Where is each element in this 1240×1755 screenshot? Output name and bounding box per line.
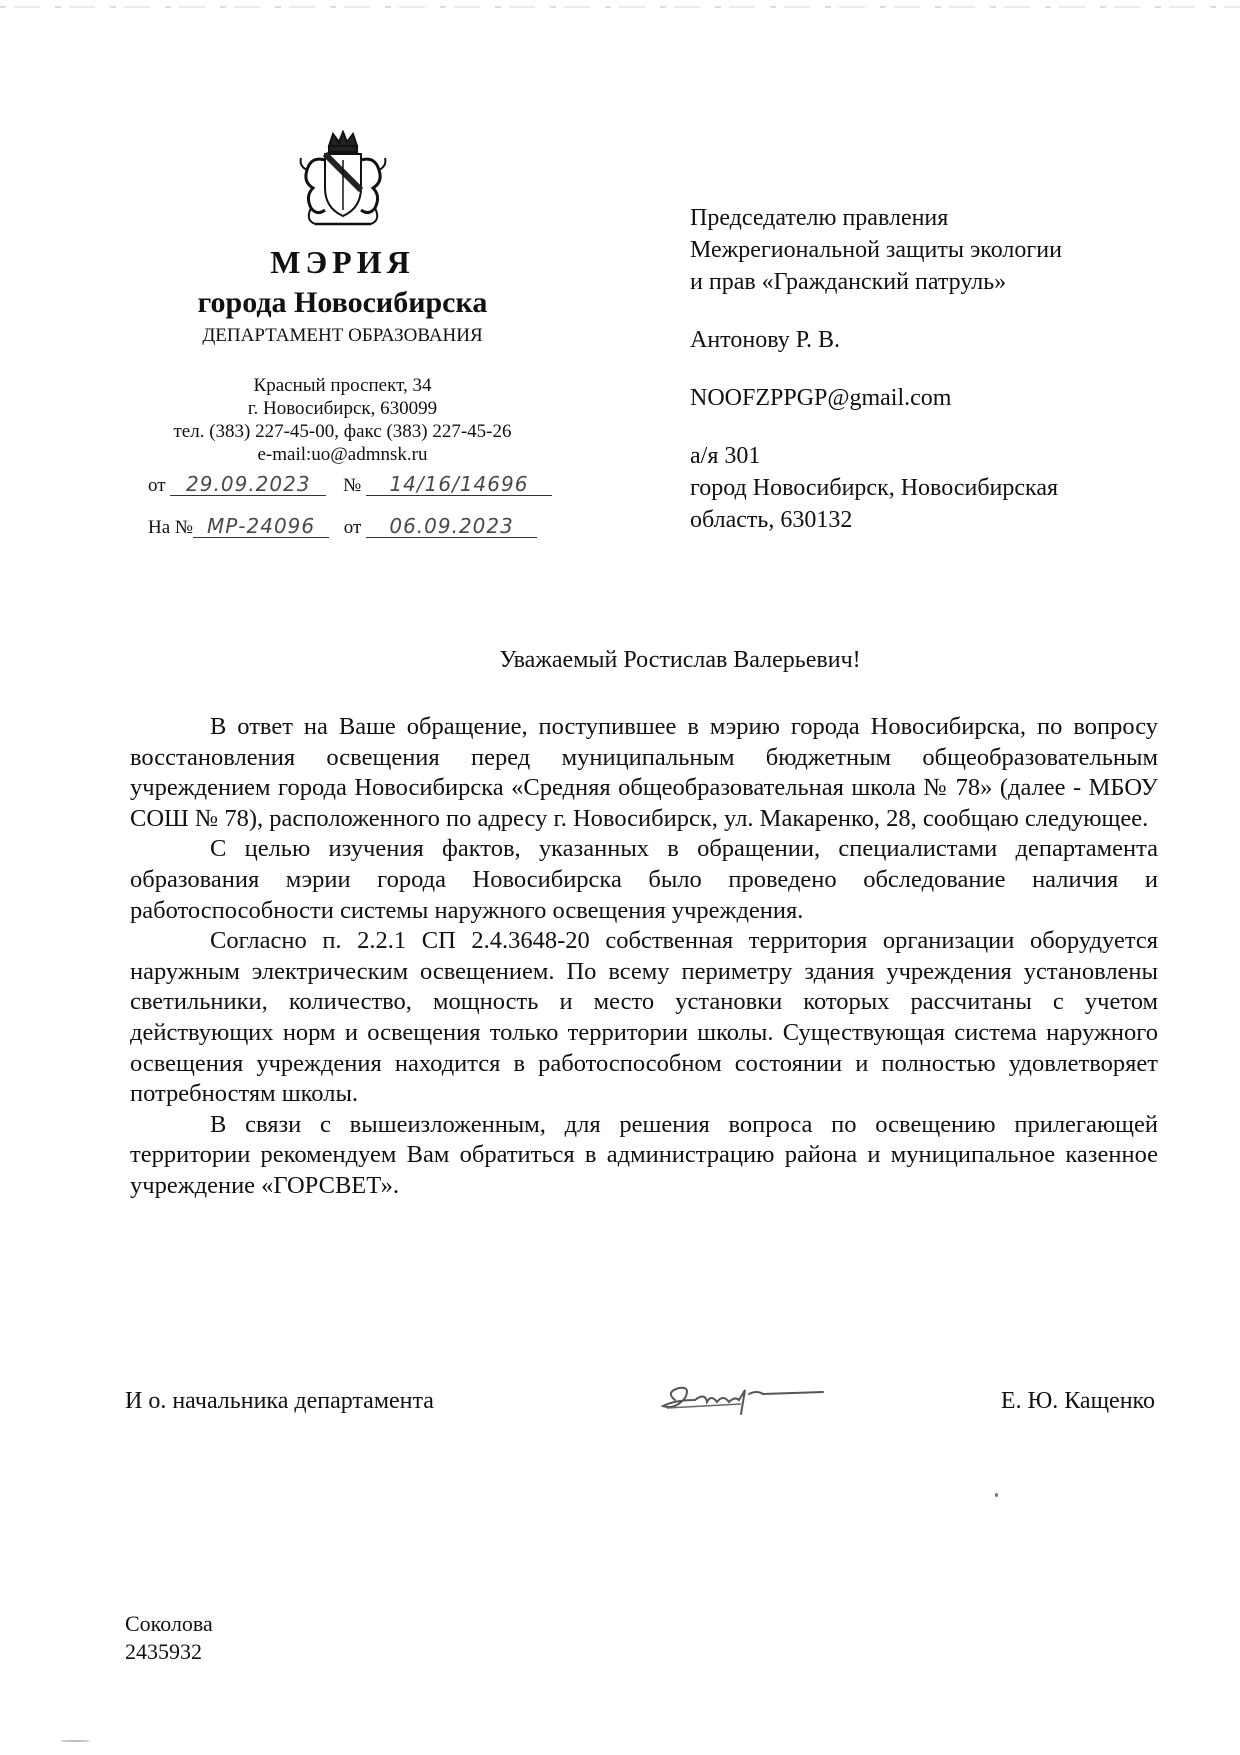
salutation: Уважаемый Ростислав Валерьевич! <box>499 647 861 673</box>
addressee-title: Председателю правления <box>690 205 949 231</box>
reply-prefix: На № <box>148 517 194 538</box>
signer-position: И о. начальника департамента <box>125 1388 434 1414</box>
date-prefix: от <box>148 475 166 496</box>
letter-body <box>130 712 1158 1202</box>
addressee-region: область, 630132 <box>690 507 853 533</box>
address-line: Красный проспект, 34 <box>253 375 432 396</box>
scan-edge-noise <box>0 6 1240 8</box>
number-prefix: № <box>343 475 362 496</box>
body-paragraph: В связи с вышеизложенным, для решения вопроса по освещению прилегающей территории рекомендуем Вам обратиться в администрацию района и муниципальное казенное учреждение «ГОРСВЕТ». <box>130 1110 1158 1199</box>
addressee-org-cont: и прав «Гражданский патруль» <box>690 269 1007 295</box>
org-department: ДЕПАРТАМЕНТ ОБРАЗОВАНИЯ <box>202 325 483 346</box>
outgoing-date: 29.09.2023 <box>170 473 326 496</box>
org-address <box>115 374 570 466</box>
signature-row <box>125 1380 1155 1430</box>
scan-speck <box>995 1493 998 1497</box>
executor-name: Соколова <box>125 1611 213 1636</box>
body-paragraph: В ответ на Ваше обращение, поступившее в мэрию города Новосибирска, по вопросу восстановления освещения перед муниципальным бюджетным общеобразовательным учреждением города Новосибирска «Средняя общеобразовательная школа № 78» (далее - МБОУ СОШ № 78), расположенного по адресу г. Новосибирск, ул. Макаренко, 28, сообщаю следующее. <box>130 713 1158 832</box>
outgoing-number: 14/16/14696 <box>366 473 552 496</box>
scan-speck <box>60 1740 90 1742</box>
letterhead <box>115 130 570 466</box>
signer-name: Е. Ю. Кащенко <box>1000 1388 1155 1414</box>
body-paragraph: С целью изучения фактов, указанных в обращении, специалистами департамента образования мэрии города Новосибирска было проведено обследование наличия и работоспособности системы наружного освещения учреждения. <box>130 835 1158 924</box>
handwritten-signature <box>645 1370 845 1426</box>
address-city: г. Новосибирск, 630099 <box>247 398 438 419</box>
executor-phone: 2435932 <box>125 1639 202 1664</box>
outgoing-registration <box>148 473 552 497</box>
org-city: города Новосибирска <box>197 286 488 319</box>
addressee-po-box: а/я 301 <box>690 443 761 469</box>
org-email: e-mail:uo@admnsk.ru <box>257 444 428 465</box>
addressee-city: город Новосибирск, Новосибирская <box>690 475 1059 501</box>
addressee-email: NOOFZPPGP@gmail.com <box>690 385 952 411</box>
reply-date-prefix: от <box>343 517 362 538</box>
addressee-org: Межрегиональной защиты экологии <box>690 237 1062 263</box>
executor-info <box>125 1610 213 1666</box>
org-name: МЭРИЯ <box>270 244 415 280</box>
phone-fax: тел. (383) 227-45-00, факс (383) 227-45-26 <box>173 421 512 442</box>
incoming-reference <box>148 515 537 539</box>
body-paragraph: Согласно п. 2.2.1 СП 2.4.3648-20 собственная территория организации оборудуется наружным электрическим освещением. По всему периметру здания учреждения установлены светильники, количество, мощность и место установки которых рассчитаны с учетом действующих норм и освещения только территории школы. Существующая система наружного освещения учреждения находится в работоспособном состоянии и полностью удовлетворяет потребностям школы. <box>130 927 1158 1108</box>
reply-number: МР-24096 <box>193 515 329 538</box>
addressee-block <box>690 202 1160 536</box>
coat-of-arms-icon <box>295 130 391 230</box>
reply-date: 06.09.2023 <box>366 515 537 538</box>
addressee-name: Антонову Р. В. <box>690 327 841 353</box>
